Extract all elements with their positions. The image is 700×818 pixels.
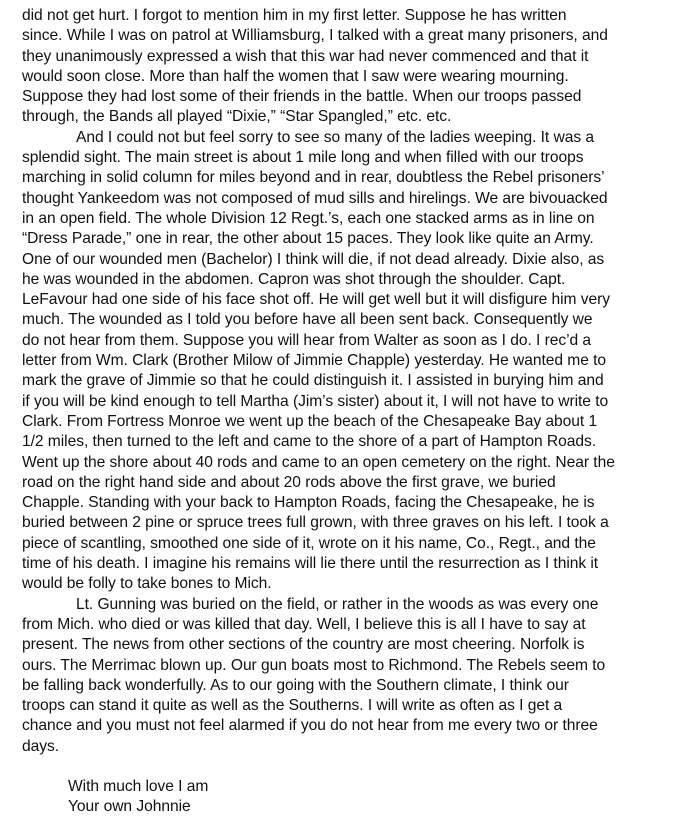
signature-line: Your own Johnnie	[68, 798, 191, 816]
letter-paragraph-2	[22, 128, 690, 595]
text-line: piece of scantling, smoothed one side of it, wrote on it his name, Co., Regt., and the	[22, 534, 596, 552]
text-line: Lt. Gunning was buried on the field, or rather in the woods as was every one	[76, 595, 599, 613]
text-line: in an open field. The whole Division 12 Regt.’s, each one stacked arms as in line on	[22, 209, 595, 227]
text-line: days.	[22, 737, 60, 755]
closing-line: With much love I am	[68, 777, 209, 795]
text-line: splendid sight. The main street is about 1 mile long and when filled with our troops	[22, 149, 584, 167]
text-line: they unanimously expressed a wish that this war had never commenced and that it	[22, 47, 589, 65]
text-line: Suppose they had lost some of their friends in the battle. When our troops passed	[22, 88, 582, 106]
text-line: ours. The Merrimac blown up. Our gun boats most to Richmond. The Rebels seem to	[22, 656, 606, 674]
text-line: since. While I was on patrol at Williamsburg, I talked with a great many prisoners, and	[22, 27, 608, 45]
text-line: Chapple. Standing with your back to Hampton Roads, facing the Chesapeake, he is	[22, 494, 595, 512]
text-line: LeFavour had one side of his face shot off. He will get well but it will disfigure him very	[22, 291, 611, 309]
text-line: mark the grave of Jimmie so that he could distinguish it. I assisted in burying him and	[22, 372, 604, 390]
letter-closing	[22, 777, 690, 818]
text-line: time of his death. I imagine his remains will lie there until the resurrection as I think it	[22, 555, 599, 573]
text-line: would soon close. More than half the women that I saw were wearing mourning.	[22, 67, 569, 85]
text-line: troops can stand it quite as well as the Southerns. I will write as often as I get a	[22, 697, 563, 715]
text-line: “Dress Parade,” one in rear, the other about 15 paces. They look like quite an Army.	[22, 230, 594, 248]
text-line: he was wounded in the abdomen. Capron was shot through the shoulder. Capt.	[22, 270, 566, 288]
text-line: 1/2 miles, then turned to the left and came to the shore of a part of Hampton Roads.	[22, 433, 596, 451]
letter-paragraph-1	[22, 6, 690, 128]
text-line: thought Yankeedom was not composed of mud sills and hirelings. We are bivouacked	[22, 189, 608, 207]
spacer	[22, 757, 690, 777]
text-line: through, the Bands all played “Dixie,” “Star Spangled,” etc. etc.	[22, 108, 452, 126]
text-line: did not get hurt. I forgot to mention him in my first letter. Suppose he has written	[22, 7, 567, 24]
text-line: do not hear from them. Suppose you will hear from Walter as soon as I do. I rec’d a	[22, 331, 592, 349]
text-line: One of our wounded men (Bachelor) I think will die, if not dead already. Dixie also, as	[22, 250, 605, 268]
text-line: present. The news from other sections of the country are most cheering. Norfolk is	[22, 636, 585, 654]
letter-paragraph-3	[22, 595, 690, 757]
text-line: much. The wounded as I told you before have all been sent back. Consequently we	[22, 311, 593, 329]
text-line: Went up the shore about 40 rods and came to an open cemetery on the right. Near the	[22, 453, 615, 471]
text-line: letter from Wm. Clark (Brother Milow of Jimmie Chapple) yesterday. He wanted me to	[22, 352, 607, 370]
text-line: buried between 2 pine or spruce trees full grown, with three graves on his left. I took a	[22, 514, 609, 532]
letter-page	[22, 6, 690, 818]
text-line: Clark. From Fortress Monroe we went up the beach of the Chesapeake Bay about 1	[22, 412, 598, 430]
text-line: marching in solid column for miles beyond and in rear, doubtless the Rebel prisoners’	[22, 169, 605, 187]
text-line: would be folly to take bones to Mich.	[22, 575, 272, 593]
text-line: if you will be kind enough to tell Martha (Jim’s sister) about it, I will not have to write to	[22, 392, 609, 410]
text-line: And I could not but feel sorry to see so many of the ladies weeping. It was a	[76, 128, 594, 146]
text-line: road on the right hand side and about 20 rods above the first grave, we buried	[22, 473, 556, 491]
text-line: chance and you must not feel alarmed if you do not hear from me every two or three	[22, 717, 598, 735]
text-line: from Mich. who died or was killed that day. Well, I believe this is all I have to say at	[22, 615, 586, 633]
text-line: be falling back wonderfully. As to our going with the Southern climate, I think our	[22, 676, 569, 694]
